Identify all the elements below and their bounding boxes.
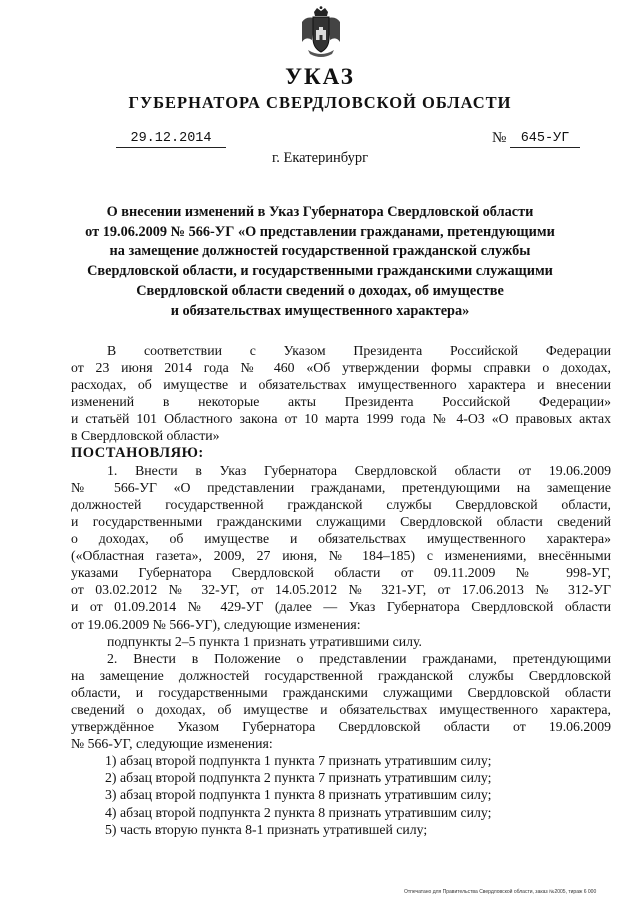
subject-line: Свердловской области сведений о доходах, об имуществе — [136, 282, 504, 299]
list-item: 2) абзац второй подпункта 2 пункта 7 признать утратившим силу; — [105, 770, 492, 786]
coat-of-arms-icon — [298, 6, 344, 60]
body-line: должностей государственной гражданской службы Свердловской области, — [71, 496, 611, 512]
decree-number: 645-УГ — [510, 131, 580, 148]
body-line: 1. Внести в Указ Губернатора Свердловской области от 19.06.2009 — [107, 462, 611, 478]
body-line: утверждённое Указом Губернатора Свердловской области от 19.06.2009 — [71, 719, 611, 735]
body-line: области, и государственными гражданскими служащими Свердловской области — [71, 684, 611, 700]
decree-subject — [60, 203, 580, 321]
list-item: 3) абзац второй подпункта 1 пункта 8 признать утратившим силу; — [105, 787, 492, 803]
list-item: 5) часть вторую пункта 8-1 признать утратившей силу; — [105, 821, 428, 837]
body-line: от 19.06.2009 № 566-УГ), следующие изменения: — [71, 616, 361, 632]
subject-line: на замещение должностей государственной гражданской службы — [109, 243, 531, 260]
decree-body — [71, 342, 611, 838]
body-line: сведений о доходах, об имуществе и обязательствах имущественного характера, — [71, 701, 611, 717]
decree-date: 29.12.2014 — [116, 131, 226, 148]
decree-authority: ГУБЕРНАТОРА СВЕРДЛОВСКОЙ ОБЛАСТИ — [128, 93, 512, 112]
city-line: г. Екатеринбург — [271, 150, 369, 166]
body-line: подпункты 2–5 пункта 1 признать утратившими силу. — [107, 633, 422, 649]
body-line: («Областная газета», 2009, 27 июня, № 184–185) с изменениями, внесёнными — [71, 548, 611, 564]
body-line: на замещение должностей государственной гражданской службы Свердловской — [71, 667, 611, 683]
decree-title: УКАЗ — [285, 64, 355, 89]
body-line: и от 01.09.2014 № 429-УГ (далее — Указ Губернатора Свердловской области — [71, 599, 611, 615]
body-line: от 03.02.2012 № 32-УГ, от 14.05.2012 № 321-УГ, от 17.06.2013 № 312-УГ — [71, 582, 611, 598]
resolution-heading: ПОСТАНОВЛЯЮ: — [71, 444, 204, 461]
body-line: и статьёй 101 Областного закона от 10 марта 1999 года № 4-ОЗ «О правовых актах — [71, 411, 611, 427]
list-item: 1) абзац второй подпункта 1 пункта 7 признать утратившим силу; — [105, 753, 492, 769]
subject-line: от 19.06.2009 № 566-УГ «О представлении гражданами, претендующими — [85, 223, 555, 240]
print-footer: Отпечатано для Правительства Свердловской области, заказ №2005, тираж 6 000 — [404, 889, 597, 895]
body-line: расходах, об имуществе и обязательствах имущественного характера и внесении — [71, 377, 611, 393]
body-line: № 566-УГ «О представлении гражданами, претендующими на замещение — [71, 479, 611, 495]
body-line: изменений в некоторые акты Президента Российской Федерации» — [71, 394, 611, 410]
subject-line: О внесении изменений в Указ Губернатора Свердловской области — [106, 204, 534, 220]
number-label: № — [492, 130, 507, 146]
body-line: 2. Внести в Положение о представлении гражданами, претендующими — [107, 650, 611, 666]
list-item: 4) абзац второй подпункта 2 пункта 8 признать утратившим силу; — [105, 804, 492, 820]
body-line: В соответствии с Указом Президента Российской Федерации — [107, 343, 611, 358]
subject-line: и обязательствах имущественного характера» — [170, 302, 470, 319]
body-line: о доходах, об имуществе и обязательствах имущественного характера» — [71, 531, 611, 547]
subject-line: Свердловской области, и государственными гражданскими служащими — [87, 263, 553, 280]
body-line: № 566-УГ, следующие изменения: — [71, 736, 273, 752]
body-line: от 23 июня 2014 года № 460 «Об утверждении формы справки о доходах, — [71, 360, 611, 376]
body-line: и государственными гражданскими служащими Свердловской области сведений — [71, 513, 611, 529]
body-line: указами Губернатора Свердловской области от 09.11.2009 № 998-УГ, — [71, 565, 611, 581]
body-line: в Свердловской области» — [71, 428, 220, 444]
